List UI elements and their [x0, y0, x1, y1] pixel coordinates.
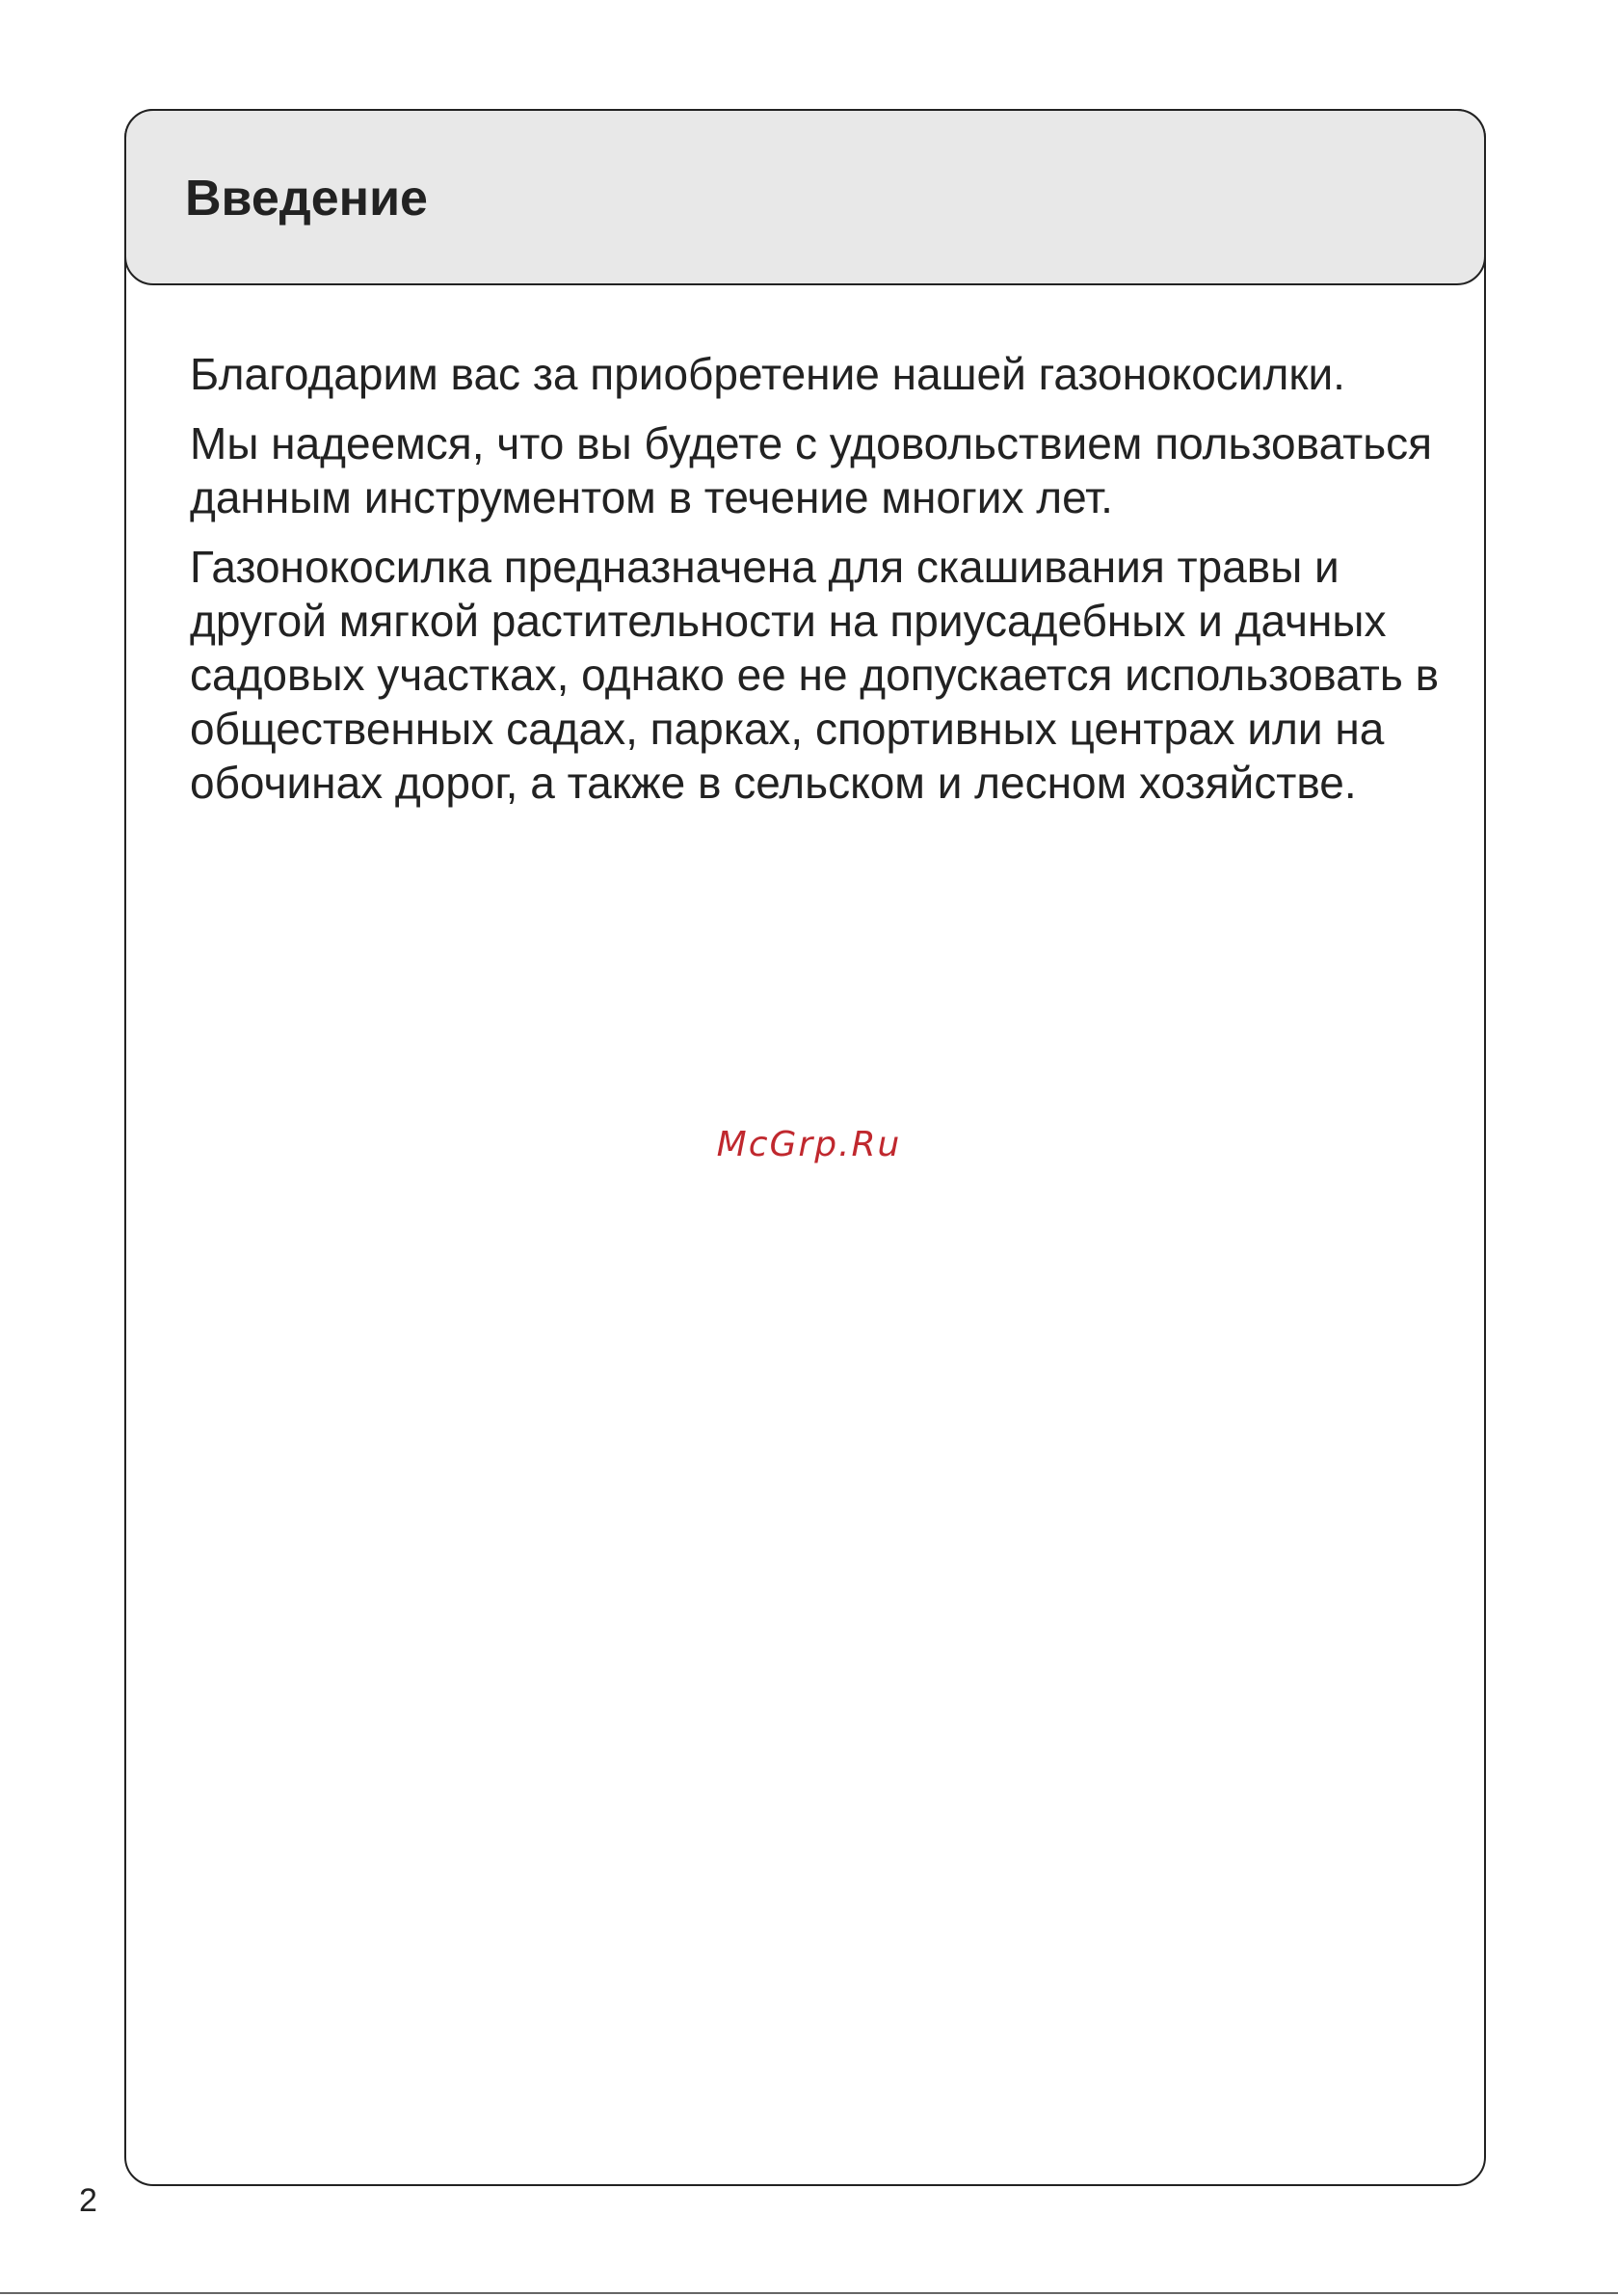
paragraph-thanks: Благодарим вас за приобретение нашей газонокосилки. — [190, 349, 1345, 399]
section-body — [190, 347, 1462, 825]
page-number: 2 — [79, 2182, 97, 2219]
bottom-rule — [0, 2292, 1618, 2294]
watermark-text: McGrp.Ru — [716, 1125, 902, 1164]
paragraph-purpose: Газонокосилка предназначена для скашивания травы и другой мягкой растительности на приусадебных и дачных садовых участках, однако ее не допускается использовать в общественных садах, парках, спортивных центрах или на обочинах дорог, а также в сельском и лесном хозяйстве. — [190, 542, 1440, 808]
paragraph-wishes: Мы надеемся, что вы будете с удовольствием пользоваться данным инструментом в течение многих лет. — [190, 418, 1433, 522]
section-header — [124, 109, 1486, 285]
section-title: Введение — [185, 171, 428, 227]
